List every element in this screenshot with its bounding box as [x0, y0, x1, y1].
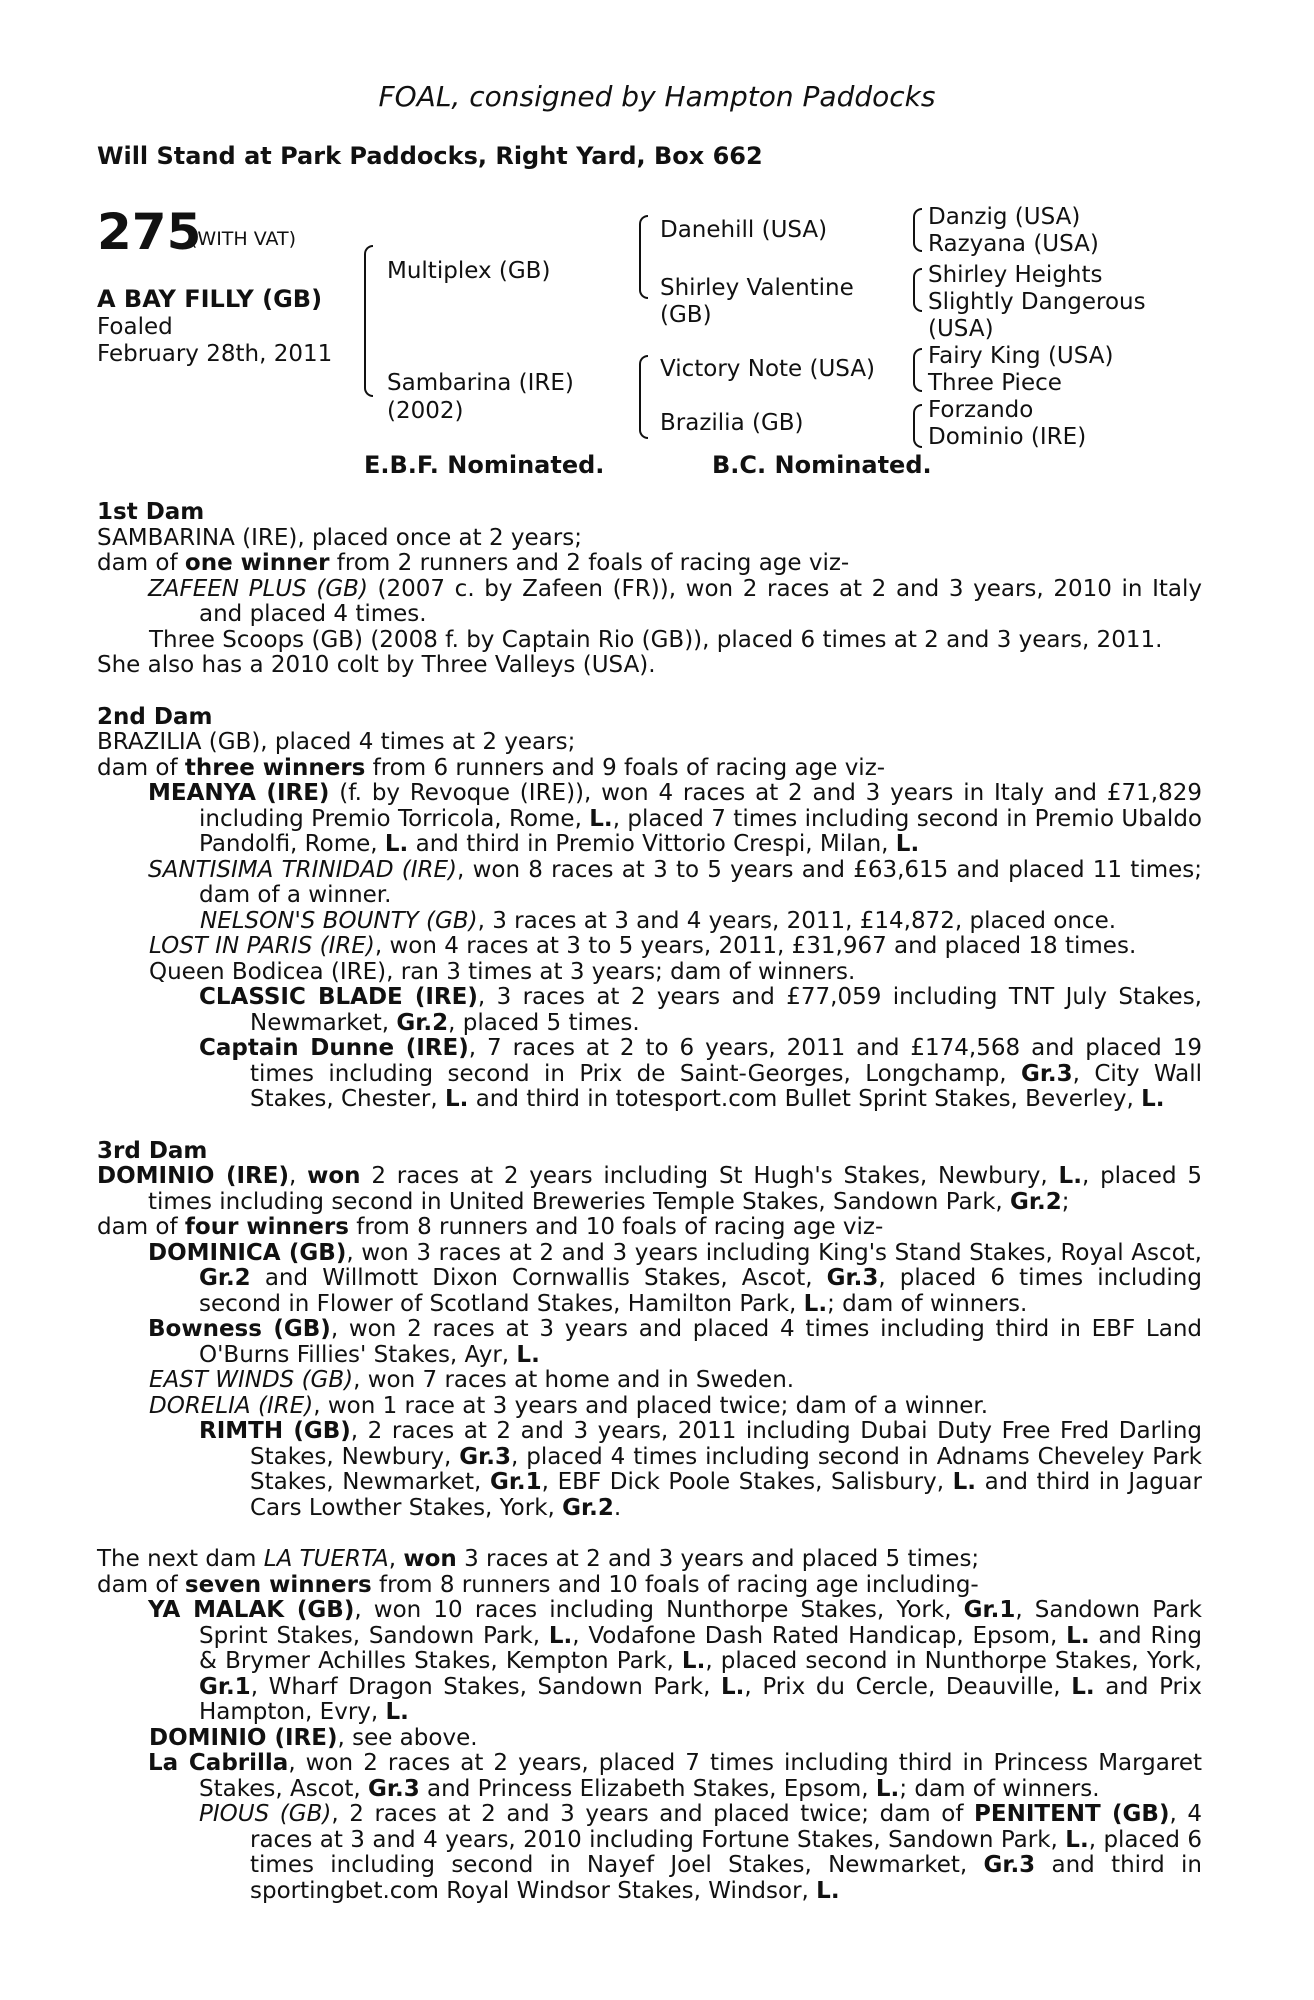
- dam: Sambarina (IRE): [387, 370, 574, 396]
- produce-entry: YA MALAK (GB), won 10 races including Nunthorpe Stakes, York, Gr.1, Sandown Park Sprint Stakes, Sandown Park, L., Vodafone Dash Rated Handicap, Epsom, L. and Ring & Brymer Achilles Stakes, Kempton Park, L., placed second in Nunthorpe Stakes, York, Gr.1, Wharf Dragon Stakes, Sandown Park, L., Prix du Cercle, Deauville, L. and Prix Hampton, Evry, L.: [148, 1597, 1202, 1725]
- produce-entry: DOMINICA (GB), won 3 races at 2 and 3 years including King's Stand Stakes, Royal Ascot, Gr.2 and Willmott Dixon Cornwallis Stakes, Ascot, Gr.3, placed 6 times including second in Flower of Scotland Stakes, Hamilton Park, L.; dam of winners.: [148, 1239, 1202, 1317]
- dam-summary: The next dam LA TUERTA, won 3 races at 2 and 3 years and placed 5 times;: [97, 1546, 980, 1572]
- produce-entry: Three Scoops (GB) (2008 f. by Captain Rio (GB)), placed 6 times at 2 and 3 years, 2011.: [149, 626, 1163, 653]
- dam-produce-summary: dam of one winner from 2 runners and 2 foals of racing age viz-: [97, 550, 850, 576]
- produce-entry: RIMTH (GB), 2 races at 2 and 3 years, 2011 including Dubai Duty Free Fred Darling Stakes, Newbury, Gr.3, placed 4 times including second in Adnams Cheveley Park Stakes, Newmarket, Gr.1, EBF Dick Poole Stakes, Salisbury, L. and third in Jaguar Cars Lowther Stakes, York, Gr.2.: [199, 1418, 1203, 1521]
- produce-entry: Bowness (GB), won 2 races at 3 years and placed 4 times including third in EBF Land O'Burns Fillies' Stakes, Ayr, L.: [148, 1316, 1203, 1368]
- granddam-2: Slightly Dangerous: [928, 289, 1146, 315]
- section-title: 2nd Dam: [97, 703, 213, 730]
- produce-entry: ZAFEEN PLUS (GB) (2007 c. by Zafeen (FR)), won 2 races at 2 and 3 years, 2010 in Italy and placed 4 times.: [148, 575, 1202, 627]
- section-title: 1st Dam: [97, 499, 205, 525]
- third-dam-section: [97, 1139, 1202, 1522]
- produce-entry: SANTISIMA TRINIDAD (IRE), won 8 races at 3 to 5 years and £63,615 and placed 11 times; dam of a winner.: [148, 856, 1202, 908]
- sire-dam-country: (GB): [660, 302, 712, 328]
- lot-number: 275: [97, 203, 202, 261]
- produce-record: [97, 500, 1202, 1904]
- horse-description: A BAY FILLY (GB): [97, 285, 323, 313]
- foaled-label: Foaled: [97, 314, 173, 340]
- produce-entry: MEANYA (IRE) (f. by Revoque (IRE)), won 4 races at 2 and 3 years in Italy and £71,829 including Premio Torricola, Rome, L., placed 7 times including second in Premio Ubaldo Pandolfi, Rome, L. and third in Premio Vittorio Crespi, Milan, L.: [148, 780, 1202, 857]
- dam-summary: SAMBARINA (IRE), placed once at 2 years;: [97, 524, 582, 551]
- sire-dam: Shirley Valentine: [660, 275, 854, 301]
- granddam-4: Dominio (IRE): [928, 424, 1087, 450]
- dam-year: (2002): [387, 398, 464, 424]
- catalogue-heading: FOAL, consigned by Hampton Paddocks: [378, 80, 936, 113]
- pedigree-bracket: [913, 268, 922, 312]
- pedigree-bracket: [639, 355, 648, 439]
- pedigree-bracket: [364, 245, 373, 397]
- produce-entry: PIOUS (GB), 2 races at 2 and 3 years and placed twice; dam of PENITENT (GB), 4 races at 3 and 4 years, 2010 including Fortune Stakes, Sandown Park, L., placed 6 times including second in Nayef Joel Stakes, Newmarket, Gr.3 and third in sportingbet.com Royal Windsor Stakes, Windsor, L.: [199, 1801, 1203, 1904]
- pedigree-bracket: [639, 215, 648, 299]
- ebf-nominated: E.B.F. Nominated.: [364, 451, 605, 479]
- produce-entry: NELSON'S BOUNTY (GB), 3 races at 3 and 4 years, 2011, £14,872, placed once.: [200, 907, 1117, 934]
- grandsire-3: Fairy King (USA): [928, 343, 1114, 369]
- dam-dam: Brazilia (GB): [660, 410, 804, 436]
- produce-entry: La Cabrilla, won 2 races at 2 years, placed 7 times including third in Princess Margaret Stakes, Ascot, Gr.3 and Princess Elizabeth Stakes, Epsom, L.; dam of winners.: [148, 1750, 1202, 1802]
- produce-entry: EAST WINDS (GB), won 7 races at home and in Sweden.: [149, 1367, 795, 1393]
- section-title: 3rd Dam: [97, 1137, 208, 1164]
- grandsire-2: Shirley Heights: [928, 262, 1103, 288]
- produce-entry: LOST IN PARIS (IRE), won 4 races at 3 to 5 years, 2011, £31,967 and placed 18 times.: [149, 933, 1137, 959]
- granddam-1: Razyana (USA): [928, 231, 1099, 257]
- pedigree-bracket: [913, 208, 922, 252]
- produce-entry: CLASSIC BLADE (IRE), 3 races at 2 years and £77,059 including TNT July Stakes, Newmarket, Gr.2, placed 5 times.: [199, 984, 1202, 1036]
- second-dam-section: [97, 705, 1202, 1113]
- vat-label: (WITH VAT): [190, 228, 297, 250]
- fourth-dam-section: [97, 1547, 1202, 1904]
- dam-produce-summary: dam of three winners from 6 runners and 9 foals of racing age viz-: [97, 754, 886, 781]
- dam-summary: BRAZILIA (GB), placed 4 times at 2 years;: [97, 729, 576, 755]
- bc-nominated: B.C. Nominated.: [712, 451, 932, 479]
- dam-note: She also has a 2010 colt by Three Valleys (USA).: [97, 652, 656, 678]
- pedigree-bracket: [913, 348, 922, 392]
- dam-produce-summary: dam of seven winners from 8 runners and 10 foals of racing age including-: [97, 1571, 979, 1598]
- grandsire-4: Forzando: [928, 397, 1034, 423]
- sire: Multiplex (GB): [387, 258, 551, 284]
- stand-location: Will Stand at Park Paddocks, Right Yard, Box 662: [97, 142, 763, 170]
- produce-entry: DOMINIO (IRE), see above.: [149, 1724, 478, 1751]
- produce-entry: Captain Dunne (IRE), 7 races at 2 to 6 years, 2011 and £174,568 and placed 19 times including second in Prix de Saint-Georges, Longchamp, Gr.3, City Wall Stakes, Chester, L. and third in totesport.com Bullet Sprint Stakes, Beverley, L.: [199, 1035, 1202, 1112]
- produce-entry: Queen Bodicea (IRE), ran 3 times at 3 years; dam of winners.: [149, 958, 856, 985]
- first-dam-section: [97, 500, 1202, 679]
- grandsire-1: Danzig (USA): [928, 204, 1081, 230]
- produce-entry: DORELIA (IRE), won 1 race at 3 years and placed twice; dam of a winner.: [149, 1392, 989, 1419]
- dam-summary: DOMINIO (IRE), won 2 races at 2 years including St Hugh's Stakes, Newbury, L., placed 5 times including second in United Breweries Temple Stakes, Sandown Park, Gr.2;: [97, 1163, 1202, 1215]
- granddam-3: Three Piece: [928, 370, 1062, 396]
- granddam-2-country: (USA): [928, 316, 994, 342]
- foaled-date: February 28th, 2011: [97, 341, 333, 367]
- pedigree-bracket: [913, 404, 922, 448]
- sire-sire: Danehill (USA): [660, 217, 828, 243]
- dam-sire: Victory Note (USA): [660, 356, 876, 382]
- dam-produce-summary: dam of four winners from 8 runners and 10 foals of racing age viz-: [97, 1214, 884, 1240]
